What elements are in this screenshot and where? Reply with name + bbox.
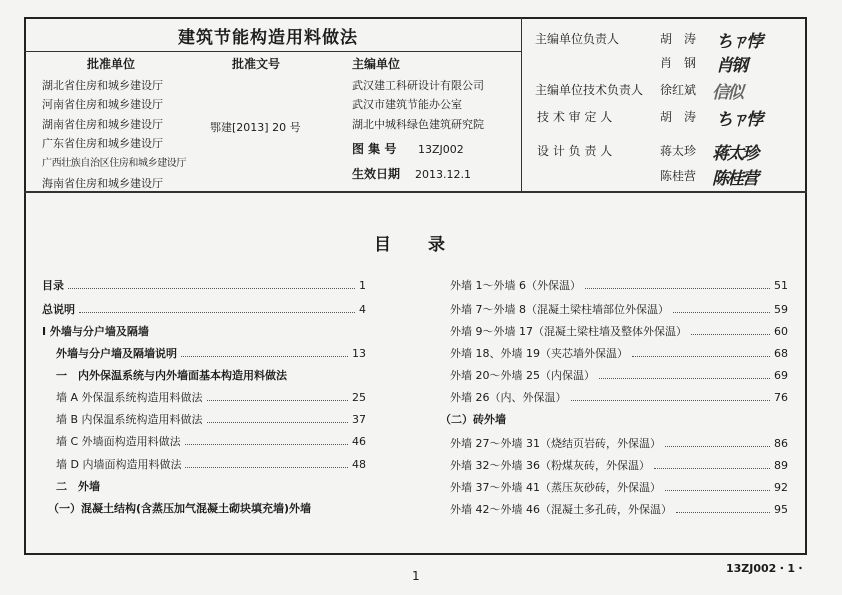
chief-head-label: 主编单位负责人 — [535, 32, 620, 46]
title-rule — [24, 51, 522, 52]
toc-section-heading[interactable]: 二 外墙 — [56, 480, 100, 493]
tech-head-name: 徐红斌 — [660, 83, 697, 97]
toc-entry[interactable]: 外墙 37～外墙 41（蒸压灰砂砖，外保温） 92 — [450, 481, 788, 494]
design-name-1: 蒋太珍 — [660, 144, 697, 158]
header-bottom-rule — [24, 191, 807, 193]
toc-entry[interactable]: 外墙 32～外墙 36（粉煤灰砖，外保温） 89 — [450, 459, 788, 472]
toc-entry[interactable]: 外墙与分户墙及隔墙说明 13 — [56, 347, 366, 360]
atlas-number-label: 图 集 号 — [352, 142, 397, 156]
toc-entry[interactable]: 外墙 9～外墙 17（混凝土梁柱墙及整体外保温） 60 — [450, 325, 788, 338]
toc-section-heading[interactable]: 一 内外保温系统与内外墙面基本构造用料做法 — [56, 369, 287, 382]
toc-entry[interactable]: 目录 1 — [42, 279, 366, 292]
toc-entry[interactable]: 总说明 4 — [42, 303, 366, 316]
approval-unit-header: 批准单位 — [87, 57, 136, 71]
toc-entry[interactable]: 墙 C 外墙面构造用料做法 46 — [56, 435, 366, 448]
header-divider — [521, 17, 522, 192]
signature-xu-hongbin: 信似 — [712, 83, 742, 103]
toc-entry[interactable]: 外墙 1～外墙 6（外保温） 51 — [450, 279, 788, 292]
toc-section-heading[interactable]: （一）混凝土结构(含蒸压加气混凝土砌块填充墙)外墙 — [48, 502, 312, 515]
chief-unit-3: 湖北中城科绿色建筑研究院 — [352, 118, 484, 131]
toc-entry[interactable]: 外墙 7～外墙 8（混凝土梁柱墙部位外保温） 59 — [450, 303, 788, 316]
toc-entry[interactable]: 外墙 20～外墙 25（内保温） 69 — [450, 369, 788, 382]
approval-unit-4: 广东省住房和城乡建设厅 — [42, 137, 163, 150]
atlas-page-code: 13ZJ002・1・ — [726, 562, 806, 575]
signature-hu-tao-2: ちㄗ悖 — [716, 110, 761, 130]
approval-unit-5: 广西壮族自治区住房和城乡建设厅 — [42, 158, 186, 169]
chief-unit-header: 主编单位 — [352, 57, 401, 71]
atlas-title: 建筑节能构造用料做法 — [178, 28, 358, 48]
toc-entry[interactable]: 墙 D 内墙面构造用料做法 48 — [56, 458, 366, 471]
chief-unit-1: 武汉建工科研设计有限公司 — [352, 79, 484, 92]
toc-entry[interactable]: 外墙 26（内、外保温） 76 — [450, 391, 788, 404]
toc-entry[interactable]: 墙 A 外保温系统构造用料做法 25 — [56, 391, 366, 404]
toc-entry[interactable]: 外墙 27～外墙 31（烧结页岩砖，外保温） 86 — [450, 437, 788, 450]
chief-head-name-1: 胡 涛 — [660, 32, 697, 46]
design-name-2: 陈桂营 — [660, 169, 697, 183]
approval-unit-1: 湖北省住房和城乡建设厅 — [42, 79, 163, 92]
effective-date-label: 生效日期 — [352, 167, 401, 181]
signature-chen-guiying: 陈桂营 — [712, 169, 757, 189]
toc-entry[interactable]: 外墙 42～外墙 46（混凝土多孔砖，外保温） 95 — [450, 503, 788, 516]
approval-unit-2: 河南省住房和城乡建设厅 — [42, 98, 163, 111]
approval-doc-header: 批准文号 — [232, 57, 281, 71]
page-number: 1 — [412, 569, 420, 583]
toc-section-heading[interactable]: （二）砖外墙 — [440, 413, 506, 426]
signature-hu-tao-1: ちㄗ悖 — [716, 32, 761, 52]
toc-title: 目 录 — [374, 235, 455, 255]
toc-section-heading[interactable]: Ⅰ 外墙与分户墙及隔墙 — [42, 325, 149, 338]
approval-unit-3: 湖南省住房和城乡建设厅 — [42, 118, 163, 131]
signature-jiang-taizhen: 蒋太珍 — [712, 144, 757, 164]
approval-doc: 鄂建[2013] 20 号 — [210, 121, 301, 134]
chief-head-name-2: 肖 钢 — [660, 56, 697, 70]
review-label: 技 术 审 定 人 — [537, 110, 613, 124]
review-name: 胡 涛 — [660, 110, 697, 124]
toc-entry[interactable]: 外墙 18、外墙 19（夹芯墙外保温） 68 — [450, 347, 788, 360]
approval-unit-6: 海南省住房和城乡建设厅 — [42, 177, 163, 190]
signature-xiao-gang: 肖钢 — [716, 56, 746, 76]
effective-date: 2013.12.1 — [415, 168, 471, 181]
atlas-number: 13ZJ002 — [418, 143, 464, 156]
toc-entry[interactable]: 墙 B 内保温系统构造用料做法 37 — [56, 413, 366, 426]
chief-unit-2: 武汉市建筑节能办公室 — [352, 98, 462, 111]
design-label: 设 计 负 责 人 — [537, 144, 613, 158]
tech-head-label: 主编单位技术负责人 — [535, 83, 644, 97]
